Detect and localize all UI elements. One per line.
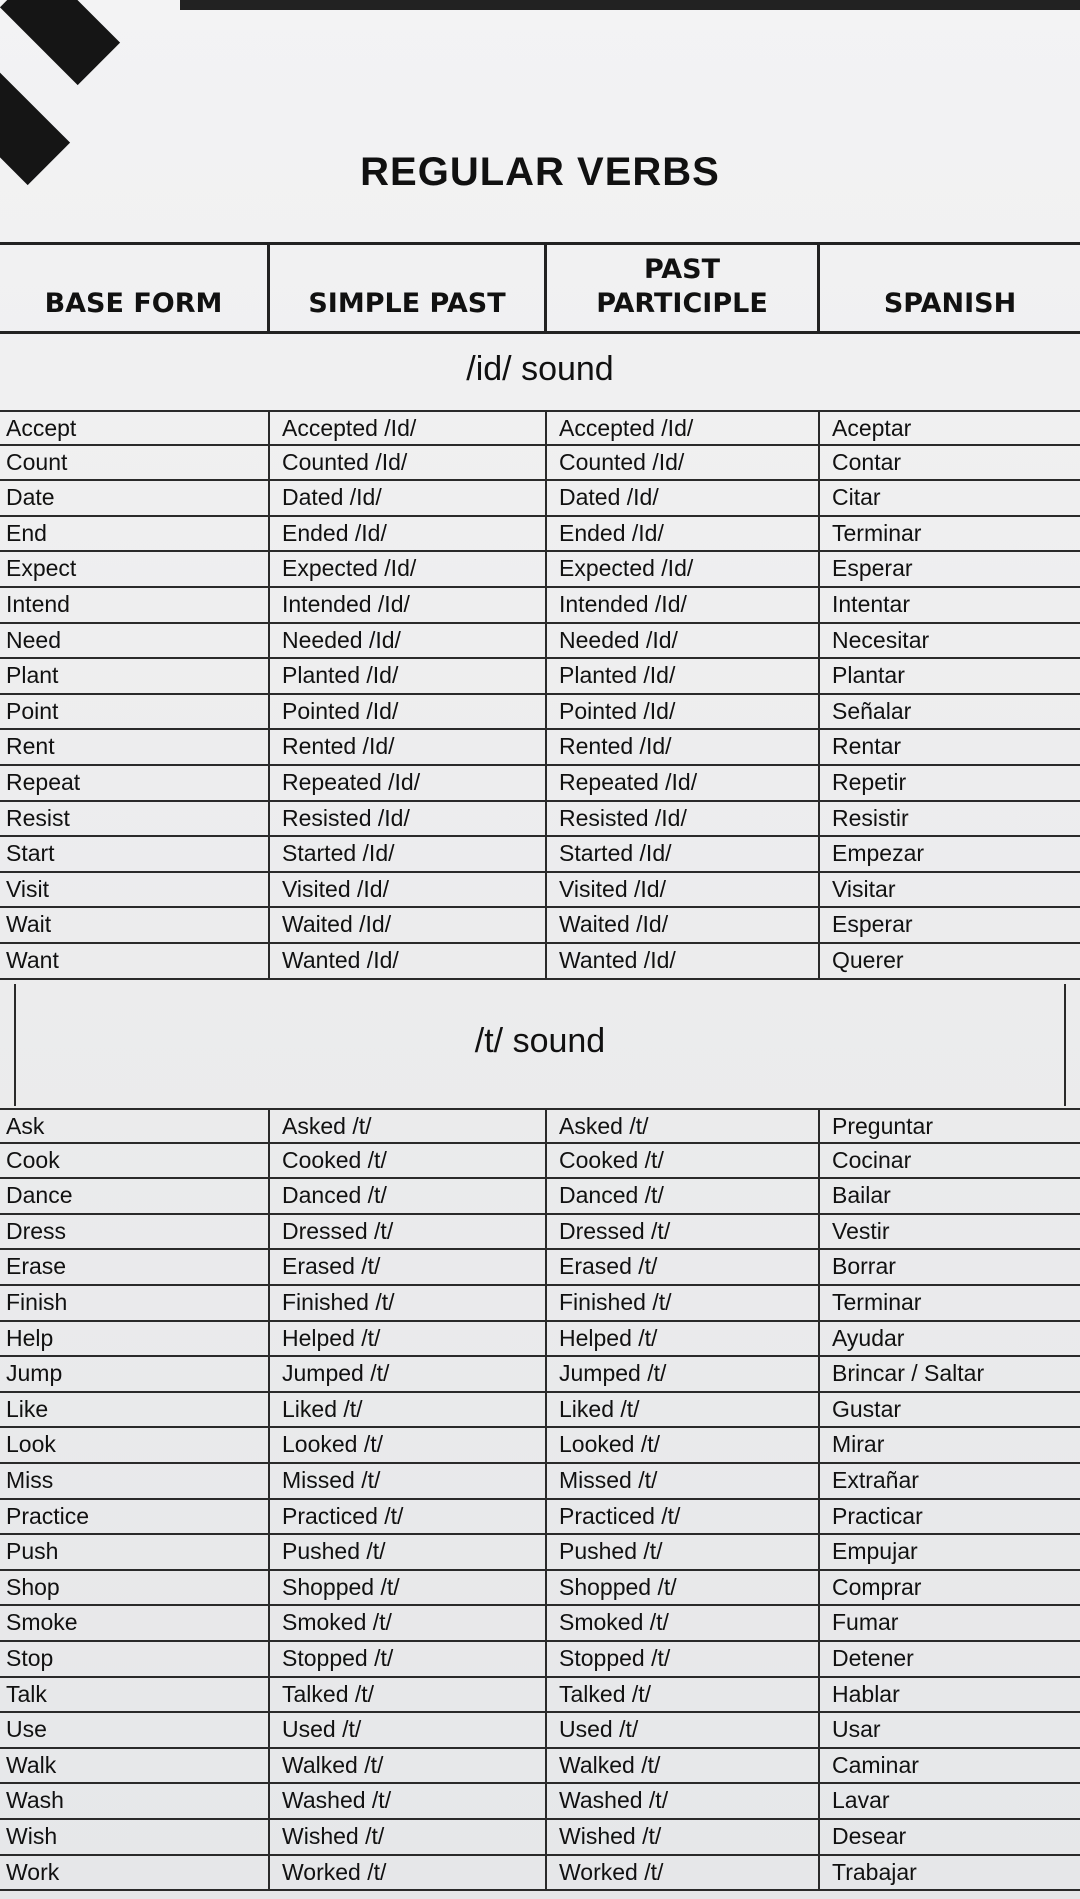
table-row bbox=[0, 1642, 1080, 1678]
base-form-cell: Resist bbox=[0, 802, 270, 836]
spanish-cell: Necesitar bbox=[832, 626, 930, 653]
past-participle-cell: Dated /Id/ bbox=[547, 481, 820, 515]
base-form-cell: Ask bbox=[0, 1110, 270, 1142]
past-participle-cell: Jumped /t/ bbox=[547, 1357, 820, 1391]
past-participle-cell: Finished /t/ bbox=[547, 1286, 820, 1320]
past-participle-cell: Resisted /Id/ bbox=[547, 802, 820, 836]
simple-past-cell: Helped /t/ bbox=[270, 1322, 547, 1356]
base-form-cell: Look bbox=[0, 1428, 270, 1462]
base-form-cell: Want bbox=[0, 944, 270, 978]
simple-past-cell: Repeated /Id/ bbox=[270, 766, 547, 800]
header-spanish: SPANISH bbox=[883, 288, 1017, 319]
base-form-cell: Accept bbox=[0, 412, 270, 444]
past-participle-cell: Pointed /Id/ bbox=[547, 695, 820, 729]
spanish-cell: Detener bbox=[832, 1645, 914, 1671]
table-row bbox=[0, 1144, 1080, 1180]
past-participle-cell: Waited /Id/ bbox=[547, 908, 820, 942]
simple-past-cell: Used /t/ bbox=[270, 1713, 547, 1747]
simple-past-cell: Counted /Id/ bbox=[270, 446, 547, 480]
table-row bbox=[0, 552, 1080, 588]
base-form-cell: Cook bbox=[0, 1144, 270, 1178]
simple-past-cell: Worked /t/ bbox=[270, 1856, 547, 1890]
simple-past-cell: Liked /t/ bbox=[270, 1393, 547, 1427]
simple-past-cell: Stopped /t/ bbox=[270, 1642, 547, 1676]
table-row bbox=[0, 837, 1080, 873]
spanish-cell: Citar bbox=[832, 484, 881, 511]
spanish-cell: Visitar bbox=[832, 875, 896, 902]
simple-past-cell: Needed /Id/ bbox=[270, 624, 547, 658]
section-heading-id: /id/ sound bbox=[466, 350, 614, 388]
simple-past-cell: Intended /Id/ bbox=[270, 588, 547, 622]
past-participle-cell: Walked /t/ bbox=[547, 1749, 820, 1783]
table-row bbox=[0, 695, 1080, 731]
base-form-cell: Intend bbox=[0, 588, 270, 622]
spanish-cell: Repetir bbox=[832, 769, 907, 795]
table-row bbox=[0, 944, 1080, 980]
past-participle-cell: Expected /Id/ bbox=[547, 552, 820, 586]
past-participle-cell: Cooked /t/ bbox=[547, 1144, 820, 1178]
header-past-participle bbox=[547, 245, 820, 331]
past-participle-cell: Looked /t/ bbox=[547, 1428, 820, 1462]
spanish-cell: Fumar bbox=[832, 1609, 899, 1636]
simple-past-cell: Dressed /t/ bbox=[270, 1215, 547, 1249]
spanish-cell: Señalar bbox=[832, 697, 912, 724]
base-form-cell: Walk bbox=[0, 1749, 270, 1783]
spanish-cell: Mirar bbox=[832, 1431, 885, 1458]
base-form-cell: Start bbox=[0, 837, 270, 871]
table-row bbox=[0, 1250, 1080, 1286]
past-participle-cell: Stopped /t/ bbox=[547, 1642, 820, 1676]
past-participle-cell: Ended /Id/ bbox=[547, 517, 820, 551]
table-row bbox=[0, 1749, 1080, 1785]
past-participle-cell: Missed /t/ bbox=[547, 1464, 820, 1498]
spanish-cell: Intentar bbox=[832, 591, 910, 617]
table-row bbox=[0, 1784, 1080, 1820]
table-row bbox=[0, 481, 1080, 517]
base-form-cell: Finish bbox=[0, 1286, 270, 1320]
past-participle-cell: Danced /t/ bbox=[547, 1179, 820, 1213]
table-row bbox=[0, 624, 1080, 660]
table-row bbox=[0, 1535, 1080, 1571]
simple-past-cell: Practiced /t/ bbox=[270, 1500, 547, 1534]
simple-past-cell: Visited /Id/ bbox=[270, 873, 547, 907]
base-form-cell: Like bbox=[0, 1393, 270, 1427]
base-form-cell: Need bbox=[0, 624, 270, 658]
past-participle-cell: Practiced /t/ bbox=[547, 1500, 820, 1534]
spanish-cell: Preguntar bbox=[832, 1113, 934, 1139]
past-participle-cell: Helped /t/ bbox=[547, 1322, 820, 1356]
spanish-cell: Empezar bbox=[832, 840, 925, 867]
spanish-cell: Desear bbox=[832, 1823, 907, 1849]
past-participle-cell: Wished /t/ bbox=[547, 1820, 820, 1854]
spanish-cell: Lavar bbox=[832, 1787, 890, 1814]
simple-past-cell: Danced /t/ bbox=[270, 1179, 547, 1213]
spanish-cell: Practicar bbox=[832, 1502, 923, 1529]
table-row bbox=[0, 659, 1080, 695]
base-form-cell: Expect bbox=[0, 552, 270, 586]
base-form-cell: Rent bbox=[0, 730, 270, 764]
simple-past-cell: Washed /t/ bbox=[270, 1784, 547, 1818]
simple-past-cell: Accepted /Id/ bbox=[270, 412, 547, 444]
simple-past-cell: Talked /t/ bbox=[270, 1678, 547, 1712]
table-row bbox=[0, 1357, 1080, 1393]
spanish-cell: Cocinar bbox=[832, 1146, 912, 1173]
simple-past-cell: Started /Id/ bbox=[270, 837, 547, 871]
simple-past-cell: Waited /Id/ bbox=[270, 908, 547, 942]
spanish-cell: Plantar bbox=[832, 662, 905, 689]
simple-past-cell: Expected /Id/ bbox=[270, 552, 547, 586]
simple-past-cell: Smoked /t/ bbox=[270, 1606, 547, 1640]
base-form-cell: Talk bbox=[0, 1678, 270, 1712]
header-simple-past: SIMPLE PAST bbox=[270, 245, 547, 331]
simple-past-cell: Dated /Id/ bbox=[270, 481, 547, 515]
base-form-cell: Smoke bbox=[0, 1606, 270, 1640]
simple-past-cell: Cooked /t/ bbox=[270, 1144, 547, 1178]
table-row bbox=[0, 1393, 1080, 1429]
spanish-cell: Esperar bbox=[832, 911, 913, 938]
base-form-cell: Plant bbox=[0, 659, 270, 693]
header-base-form: BASE FORM bbox=[0, 245, 270, 331]
spanish-cell: Bailar bbox=[832, 1182, 891, 1209]
table-row bbox=[0, 1820, 1080, 1856]
table-row bbox=[0, 517, 1080, 553]
table-row bbox=[0, 1500, 1080, 1536]
spanish-cell: Rentar bbox=[832, 733, 902, 760]
base-form-cell: Work bbox=[0, 1856, 270, 1890]
simple-past-cell: Jumped /t/ bbox=[270, 1357, 547, 1391]
simple-past-cell: Resisted /Id/ bbox=[270, 802, 547, 836]
table-row bbox=[0, 1571, 1080, 1607]
table-row bbox=[0, 410, 1080, 446]
past-participle-cell: Dressed /t/ bbox=[547, 1215, 820, 1249]
base-form-cell: Repeat bbox=[0, 766, 270, 800]
spanish-cell: Terminar bbox=[832, 519, 922, 546]
simple-past-cell: Wished /t/ bbox=[270, 1820, 547, 1854]
spanish-cell: Ayudar bbox=[832, 1324, 905, 1351]
spanish-cell: Querer bbox=[832, 947, 904, 973]
base-form-cell: Date bbox=[0, 481, 270, 515]
spanish-cell: Brincar / Saltar bbox=[832, 1360, 985, 1387]
spanish-cell: Esperar bbox=[832, 555, 913, 582]
simple-past-cell: Rented /Id/ bbox=[270, 730, 547, 764]
spanish-cell: Gustar bbox=[832, 1395, 902, 1422]
simple-past-cell: Missed /t/ bbox=[270, 1464, 547, 1498]
fabric-stripe bbox=[0, 0, 120, 85]
past-participle-cell: Worked /t/ bbox=[547, 1856, 820, 1890]
simple-past-cell: Asked /t/ bbox=[270, 1110, 547, 1142]
past-participle-cell: Counted /Id/ bbox=[547, 446, 820, 480]
spanish-cell: Comprar bbox=[832, 1573, 922, 1600]
base-form-cell: Shop bbox=[0, 1571, 270, 1605]
base-form-cell: Help bbox=[0, 1322, 270, 1356]
base-form-cell: Jump bbox=[0, 1357, 270, 1391]
spanish-cell: Caminar bbox=[832, 1751, 919, 1778]
past-participle-cell: Repeated /Id/ bbox=[547, 766, 820, 800]
table-row bbox=[0, 1179, 1080, 1215]
past-participle-cell: Talked /t/ bbox=[547, 1678, 820, 1712]
spanish-cell: Terminar bbox=[832, 1289, 922, 1315]
spanish-cell: Borrar bbox=[832, 1253, 896, 1280]
base-form-cell: Push bbox=[0, 1535, 270, 1569]
table-row bbox=[0, 873, 1080, 909]
table-header bbox=[0, 242, 1080, 334]
past-participle-cell: Shopped /t/ bbox=[547, 1571, 820, 1605]
past-participle-cell: Smoked /t/ bbox=[547, 1606, 820, 1640]
past-participle-cell: Wanted /Id/ bbox=[547, 944, 820, 978]
base-form-cell: Dance bbox=[0, 1179, 270, 1213]
table-row bbox=[0, 1606, 1080, 1642]
past-participle-cell: Pushed /t/ bbox=[547, 1535, 820, 1569]
spanish-cell: Usar bbox=[832, 1716, 881, 1743]
simple-past-cell: Looked /t/ bbox=[270, 1428, 547, 1462]
base-form-cell: End bbox=[0, 517, 270, 551]
past-participle-cell: Planted /Id/ bbox=[547, 659, 820, 693]
simple-past-cell: Shopped /t/ bbox=[270, 1571, 547, 1605]
base-form-cell: Erase bbox=[0, 1250, 270, 1284]
table-row bbox=[0, 1713, 1080, 1749]
simple-past-cell: Walked /t/ bbox=[270, 1749, 547, 1783]
table-row bbox=[0, 1286, 1080, 1322]
past-participle-cell: Intended /Id/ bbox=[547, 588, 820, 622]
simple-past-cell: Wanted /Id/ bbox=[270, 944, 547, 978]
table-row bbox=[0, 588, 1080, 624]
fabric-edge bbox=[180, 0, 1080, 10]
base-form-cell: Practice bbox=[0, 1500, 270, 1534]
simple-past-cell: Ended /Id/ bbox=[270, 517, 547, 551]
spanish-cell: Resistir bbox=[832, 804, 909, 831]
simple-past-cell: Erased /t/ bbox=[270, 1250, 547, 1284]
spanish-cell: Trabajar bbox=[832, 1858, 917, 1885]
past-participle-cell: Washed /t/ bbox=[547, 1784, 820, 1818]
past-participle-cell: Used /t/ bbox=[547, 1713, 820, 1747]
table-row bbox=[0, 1428, 1080, 1464]
table-row bbox=[0, 802, 1080, 838]
base-form-cell: Point bbox=[0, 695, 270, 729]
past-participle-cell: Visited /Id/ bbox=[547, 873, 820, 907]
simple-past-cell: Pointed /Id/ bbox=[270, 695, 547, 729]
base-form-cell: Wait bbox=[0, 908, 270, 942]
section-heading-t: /t/ sound bbox=[474, 1022, 606, 1060]
simple-past-cell: Finished /t/ bbox=[270, 1286, 547, 1320]
table-row bbox=[0, 1108, 1080, 1144]
table-row bbox=[0, 1322, 1080, 1358]
table-row bbox=[0, 766, 1080, 802]
table-row bbox=[0, 1856, 1080, 1892]
base-form-cell: Count bbox=[0, 446, 270, 480]
spanish-cell: Contar bbox=[832, 448, 902, 475]
table-row bbox=[0, 446, 1080, 482]
past-participle-cell: Erased /t/ bbox=[547, 1250, 820, 1284]
base-form-cell: Use bbox=[0, 1713, 270, 1747]
base-form-cell: Stop bbox=[0, 1642, 270, 1676]
table-row bbox=[0, 730, 1080, 766]
spanish-cell: Vestir bbox=[832, 1217, 890, 1244]
past-participle-cell: Rented /Id/ bbox=[547, 730, 820, 764]
past-participle-cell: Started /Id/ bbox=[547, 837, 820, 871]
page-title: REGULAR VERBS bbox=[360, 150, 720, 194]
simple-past-cell: Planted /Id/ bbox=[270, 659, 547, 693]
past-participle-cell: Asked /t/ bbox=[547, 1110, 820, 1142]
spanish-cell: Aceptar bbox=[832, 415, 912, 441]
spanish-cell: Empujar bbox=[832, 1538, 918, 1565]
past-participle-cell: Accepted /Id/ bbox=[547, 412, 820, 444]
base-form-cell: Visit bbox=[0, 873, 270, 907]
base-form-cell: Wash bbox=[0, 1784, 270, 1818]
table-row bbox=[0, 1464, 1080, 1500]
base-form-cell: Dress bbox=[0, 1215, 270, 1249]
spanish-cell: Extrañar bbox=[832, 1467, 919, 1493]
spanish-cell: Hablar bbox=[832, 1680, 900, 1707]
table-row bbox=[0, 1215, 1080, 1251]
table-row bbox=[0, 908, 1080, 944]
table-row bbox=[0, 1678, 1080, 1714]
base-form-cell: Wish bbox=[0, 1820, 270, 1854]
simple-past-cell: Pushed /t/ bbox=[270, 1535, 547, 1569]
past-participle-cell: Liked /t/ bbox=[547, 1393, 820, 1427]
past-participle-cell: Needed /Id/ bbox=[547, 624, 820, 658]
base-form-cell: Miss bbox=[0, 1464, 270, 1498]
header-past-participle-label: PAST PARTICIPLE bbox=[596, 254, 768, 319]
